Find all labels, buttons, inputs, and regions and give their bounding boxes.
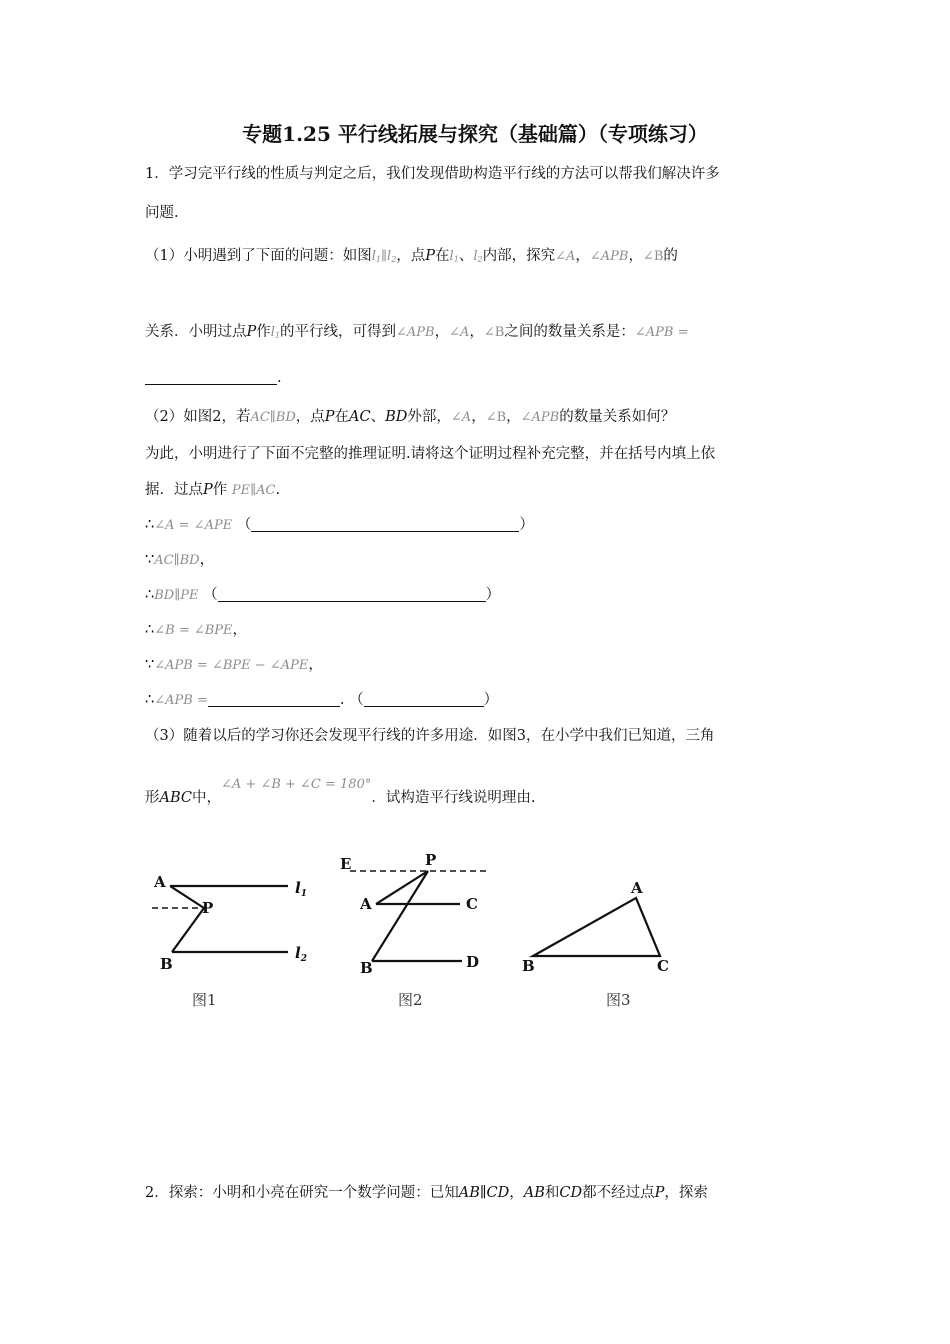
q1-part1-line2: 关系．小明过点P作$l_1$的平行线，可得到∠APB，∠A，∠B之间的数量关系是：∠APB = [145,324,689,340]
q1-part3-line2: 形ABC中，∠A + ∠B + ∠C = 180°．试构造平行线说明理由. [145,777,536,806]
fig2-caption: 图2 [398,991,423,1009]
figure-3 [533,898,660,956]
segment-PB [372,871,428,961]
page-title: 专题1.25 平行线拓展与探究（基础篇）（专项练习） [242,122,708,146]
answer-blank-2[interactable] [208,692,340,707]
q1-part2-line1: （2）如图2，若AC∥BD，点P在AC、BD外部，∠A，∠B，∠APB的数量关系如何？ [145,409,676,425]
segment-PB [172,908,204,952]
q2-line1: 2．探索：小明和小亮在研究一个数学问题：已知AB∥CD，AB和CD都不经过点P，探索 [145,1185,708,1201]
q1-part2-line3: 据．过点P作 PE∥AC. [145,482,281,498]
segment-AP [170,886,204,908]
q1-part1-answer: . [145,370,282,386]
fig2-label-E: E [340,855,352,873]
segment-AP [376,871,428,904]
fig1-label-A: A [154,873,166,891]
fig3-caption: 图3 [606,991,631,1009]
fig3-label-C: C [657,957,669,975]
q1-line2: 问题. [145,205,179,221]
fig3-label-A: A [631,879,643,897]
fig1-label-P: P [202,899,214,917]
fig1-label-B: B [160,955,173,973]
reason-blank-2[interactable] [218,587,486,602]
figures [140,845,700,1015]
figure-1 [152,886,288,952]
proof-step-2: ∵AC∥BD， [145,552,215,568]
fig2-label-C: C [466,895,478,913]
fig2-label-A: A [360,895,372,913]
proof-step-5: ∵∠APB = ∠BPE − ∠APE， [145,657,323,673]
proof-step-6: ∴∠APB = . （ ） [145,692,499,708]
proof-step-4: ∴∠B = ∠BPE， [145,622,248,638]
q1-part3-line1: （3）随着以后的学习你还会发现平行线的许多用途．如图3，在小学中我们已知道，三角 [145,728,715,744]
fig2-label-D: D [466,953,480,971]
reason-blank-1[interactable] [251,517,519,532]
fig1-label-l1: $l_1$ [295,879,307,899]
q1-part2-line2: 为此，小明进行了下面不完整的推理证明.请将这个证明过程补充完整，并在括号内填上依 [145,446,716,462]
reason-blank-3[interactable] [364,692,484,707]
fig1-label-l2: $l_2$ [295,944,307,964]
fig3-label-B: B [522,957,535,975]
proof-step-3: ∴BD∥PE （ ） [145,587,501,603]
figure-2 [350,871,490,961]
proof-step-1: ∴∠A = ∠APE （ ） [145,517,534,533]
q1-part1-line1: （1）小明遇到了下面的问题：如图$l_1\parallel l_2$，点P在$l_1$、$l_2$内部，探究∠A，∠APB，∠B的 [145,248,678,264]
fig1-caption: 图1 [192,991,217,1009]
q1-line1: 1．学习完平行线的性质与判定之后，我们发现借助构造平行线的方法可以帮我们解决许多 [145,166,720,182]
answer-blank-1[interactable] [145,370,277,385]
fig2-label-B: B [360,959,373,977]
triangle-ABC [533,898,660,956]
fig2-label-P: P [425,851,437,869]
